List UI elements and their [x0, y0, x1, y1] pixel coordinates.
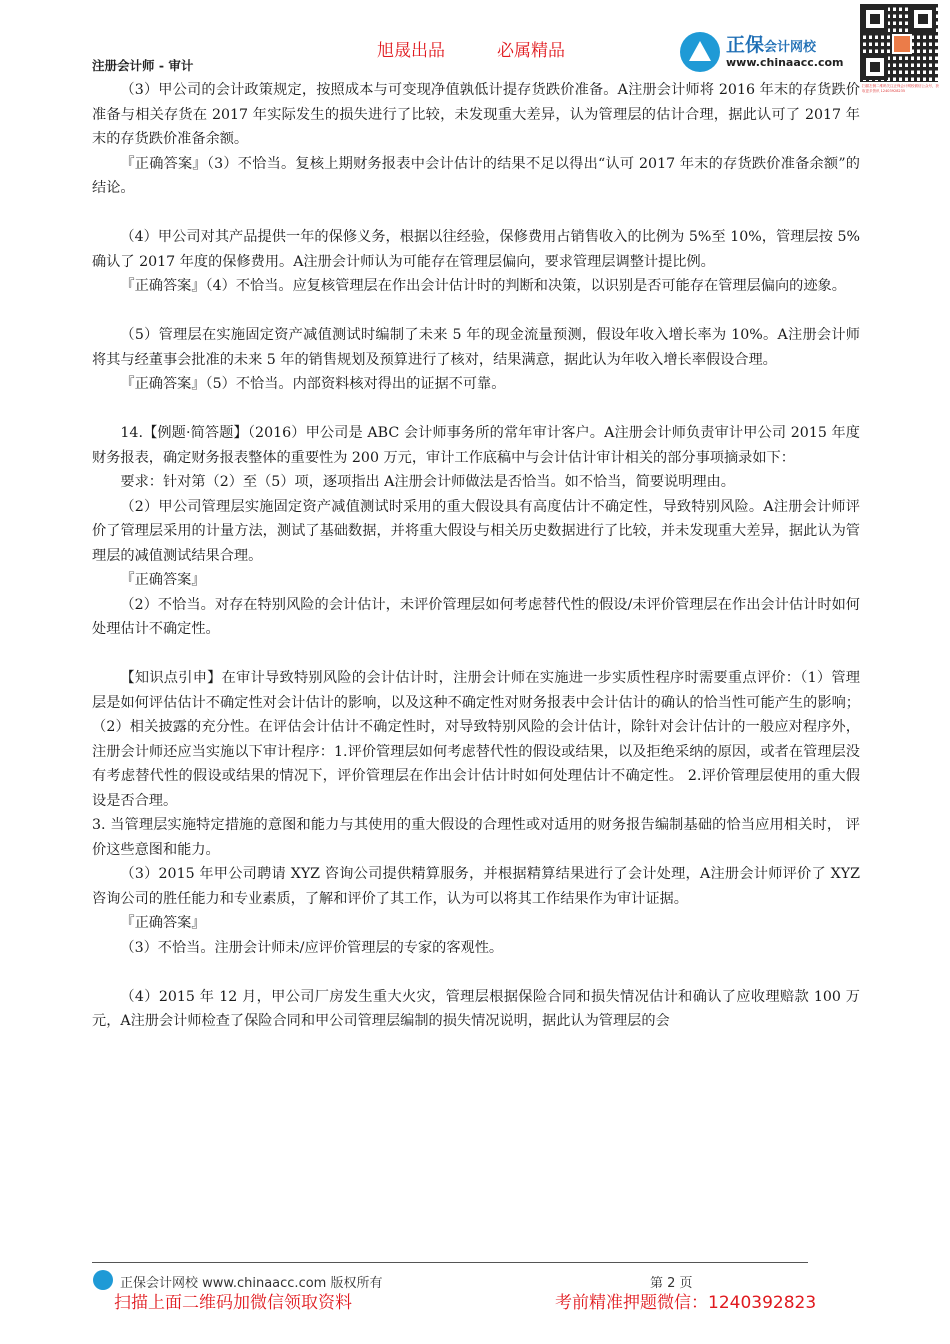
logo-mark-icon — [680, 32, 720, 72]
qr-finder-bottom-left — [862, 54, 888, 80]
knowledge-extension-point-3: 3. 当管理层实施特定措施的意图和能力与其使用的重大假设的合理性或对适用的财务报告编制基础的恰当应用相关时， 评价这些意图和能力。 — [92, 817, 860, 858]
answer-label-2: 『正确答案』 — [120, 572, 206, 588]
qr-finder-top-left — [862, 6, 888, 32]
promo-right: 考前精准押题微信：1240392823 — [555, 1293, 817, 1313]
header-slogan-left: 旭晟出品 — [377, 41, 445, 61]
logo-name-main: 正保 — [726, 34, 765, 56]
example-question-14: 14.【例题·简答题】（2016）甲公司是 ABC 会计师事务所的常年审计客户。A注册会计师负责审计甲公司 2015 年度财务报表，确定财务报表整体的重要性为 200 万元，审计工作底稿中与会计估计审计相关的部分事项摘录如下： — [92, 425, 860, 466]
paragraph-item-4: （4）甲公司对其产品提供一年的保修义务，根据以往经验，保修费用占销售收入的比例为 5%至 10%，管理层按 5%确认了 2017 年度的保修费用。A注册会计师认为可能存在管理层偏向，要求管理层调整计提比例。 — [92, 229, 860, 270]
logo-name-sub: 会计网校 — [764, 40, 817, 55]
answer-item-5: 『正确答案』（5）不恰当。内部资料核对得出的证据不可靠。 — [120, 376, 506, 392]
footer-copyright: 正保会计网校 www.chinaacc.com 版权所有 — [120, 1276, 383, 1291]
case-item-4: （4）2015 年 12 月，甲公司厂房发生重大火灾，管理层根据保险合同和损失情况估计和确认了应收理赔款 100 万元，A注册会计师检查了保险合同和甲公司管理层编制的损失情况说明，据此认为管理层的会 — [92, 988, 860, 1029]
page-number: 第 2 页 — [650, 1276, 693, 1291]
chinaacc-logo — [680, 28, 860, 78]
question-requirement: 要求：针对第（2）至（5）项，逐项指出 A注册会计师做法是否恰当。如不恰当，简要说明理由。 — [120, 474, 735, 490]
qr-finder-top-right — [910, 6, 936, 32]
header-slogan-right: 必属精品 — [497, 41, 565, 61]
answer-item-3: 『正确答案』（3）不恰当。复核上期财务报表中会计估计的结果不足以得出“认可 2017 年末的存货跌价准备余额”的结论。 — [92, 155, 860, 196]
paragraph-item-3: （3）甲公司的会计政策规定，按照成本与可变现净值孰低计提存货跌价准备。A注册会计师将 2016 年末的存货跌价准备与相关存货在 2017 年实际发生的损失进行了比较，未发现重大差异，认为管理层的估计合理，据此认可了 2017 年末的存货跌价准备余额。 — [92, 82, 860, 147]
paragraph-item-5: （5）管理层在实施固定资产减值测试时编制了未来 5 年的现金流量预测，假设年收入增长率为 10%。A注册会计师将其与经董事会批准的未来 5 年的销售规划及预算进行了核对，结果满意，据此认为年收入增长率假设合理。 — [92, 327, 860, 368]
case-item-2: （2）甲公司管理层实施固定资产减值测试时采用的重大假设具有高度估计不确定性，导致特别风险。A注册会计师评价了管理层采用的计量方法，测试了基础数据，并将重大假设与相关历史数据进行了比较，并未发现重大差异，据此认为管理层的减值测试结果合理。 — [92, 498, 860, 564]
qr-code-image — [860, 4, 938, 82]
answer-item-2: （2）不恰当。对存在特别风险的会计估计，未评价管理层如何考虑替代性的假设/未评价管理层在作出会计估计时如何处理估计不确定性。 — [92, 596, 860, 637]
knowledge-extension: 【知识点引申】在审计导致特别风险的会计估计时，注册会计师在实施进一步实质性程序时需要重点评价：（1）管理层是如何评估估计不确定性对会计估计的影响，以及这种不确定性对财务报表中会计估计的确认的恰当性可能产生的影响；（2）相关披露的充分性。在评估会计估计不确定性时，对导致特别风险的会计估计，除针对会计估计的一般应对程序外，注册会计师还应当实施以下审计程序：1.评价管理层如何考虑替代性的假设或结果，以及拒绝采纳的原因，或者在管理层没有考虑替代性的假设或结果的情况下，评价管理层在作出会计估计时如何处理估计不确定性。 2.评价管理层使用的重大假设是否合理。 — [92, 670, 860, 809]
case-item-3: （3）2015 年甲公司聘请 XYZ 咨询公司提供精算服务，并根据精算结果进行了会计处理，A注册会计师评价了 XYZ 咨询公司的胜任能力和专业素质，了解和评价了其工作，认为可以将其工作结果作为审计证据。 — [92, 866, 860, 907]
answer-label-3: 『正确答案』 — [120, 915, 206, 931]
document-title: 注册会计师 - 审计 — [92, 58, 194, 73]
answer-item-4: 『正确答案』（4）不恰当。应复核管理层在作出会计估计时的判断和决策，以识别是否可能存在管理层偏向的迹象。 — [120, 278, 846, 294]
document-body — [92, 78, 860, 1034]
promo-left: 扫描上面二维码加微信领取资料 — [114, 1293, 352, 1313]
qr-center-badge-icon — [892, 34, 912, 54]
footer-divider — [92, 1262, 808, 1263]
qr-caption: 扫描左侧二维码关注正保会计网校微信公众号，获取更多资讯 12403928235 — [862, 84, 939, 93]
answer-item-3b: （3）不恰当。注册会计师未/应评价管理层的专家的客观性。 — [120, 939, 504, 956]
footer-logo-icon — [93, 1270, 113, 1290]
logo-url: www.chinaacc.com — [726, 56, 844, 69]
logo-name — [726, 30, 816, 57]
